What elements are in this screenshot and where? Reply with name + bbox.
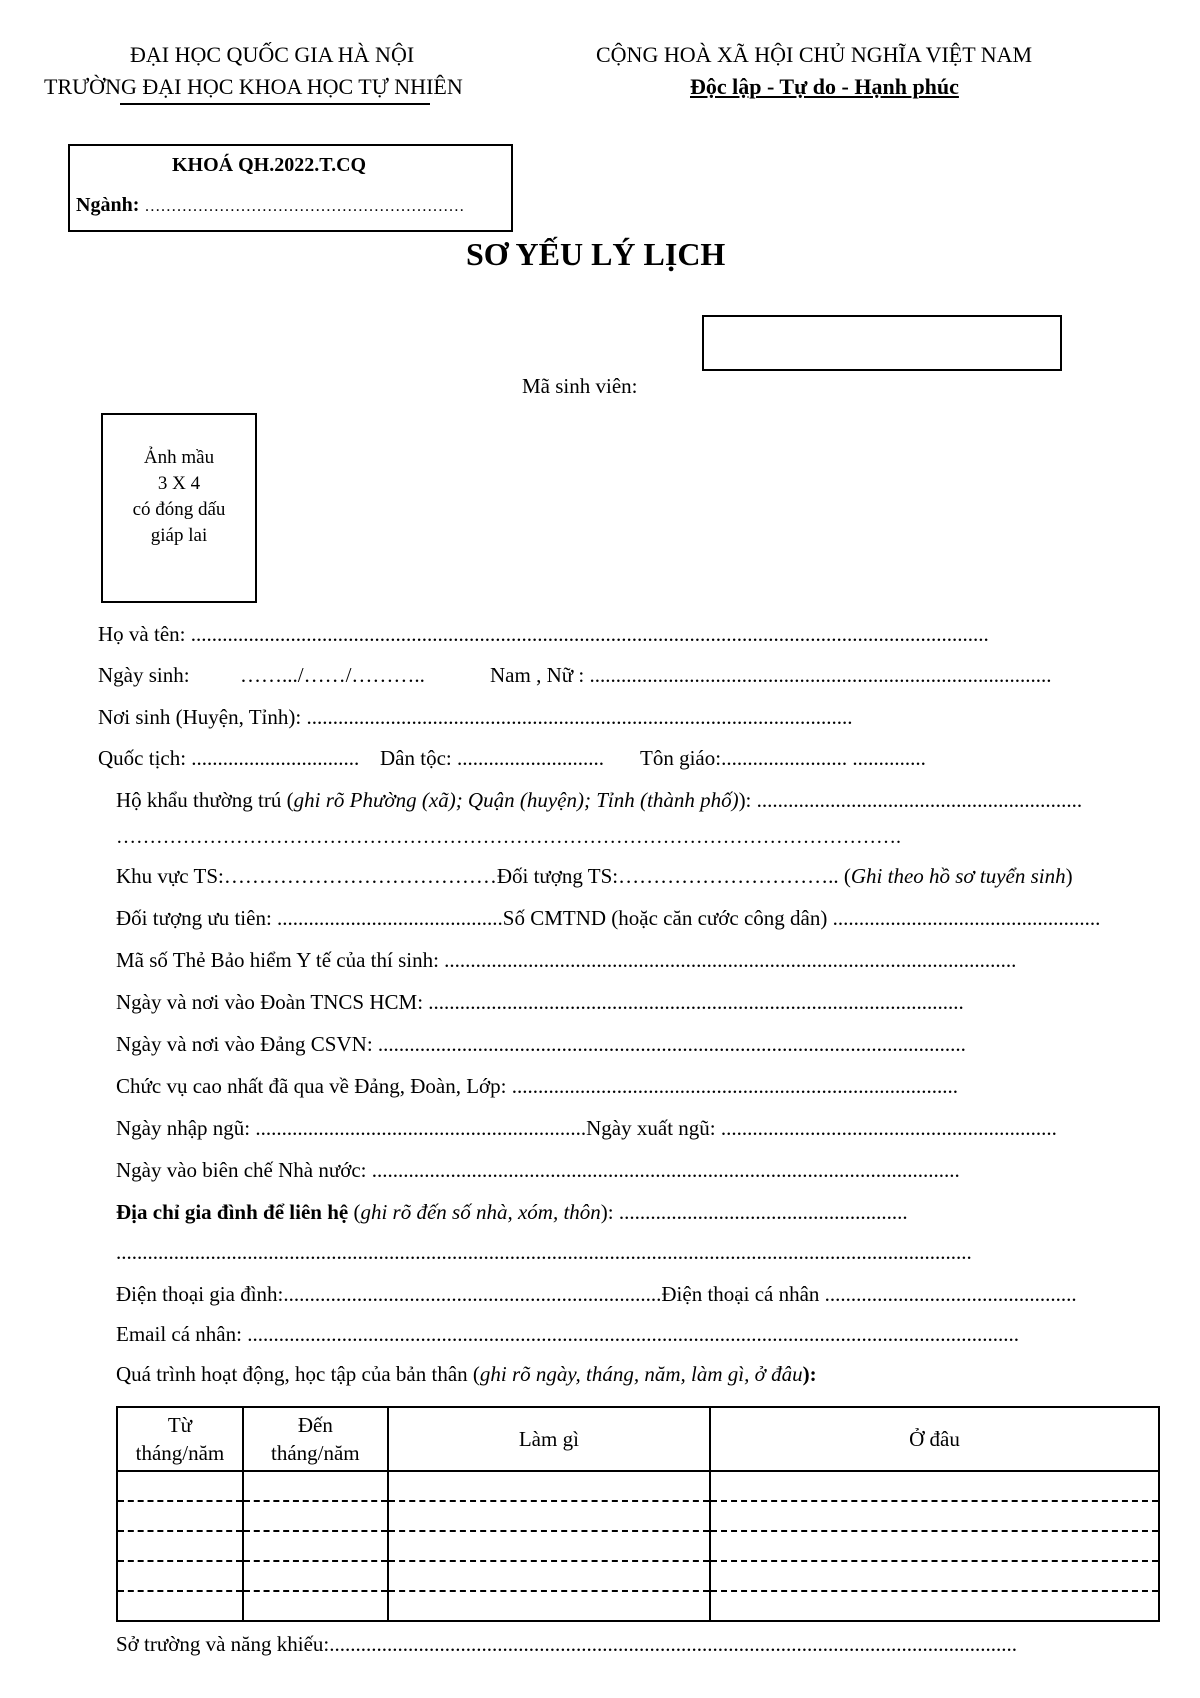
area-ts-text: Khu vực TS:…………………………………Đối tượng TS:………………………….. ( xyxy=(116,864,851,888)
birthplace-field: Nơi sinh (Huyện, Tỉnh): ........................................................................................................ xyxy=(98,705,853,729)
table-cell[interactable] xyxy=(388,1561,710,1591)
family-address-open: ( xyxy=(348,1200,361,1224)
table-cell[interactable] xyxy=(710,1591,1159,1621)
history-table xyxy=(116,1406,1160,1622)
insurance-field: Mã số Thẻ Bảo hiểm Y tế của thí sinh: ............................................................................................................. xyxy=(116,948,1017,972)
phones-field: Điện thoại gia đình:........................................................................Điện thoại cá nhân ................................................ xyxy=(116,1282,1077,1306)
table-cell[interactable] xyxy=(243,1531,388,1561)
area-ts-end: ) xyxy=(1065,864,1073,888)
page-title: SƠ YẾU LÝ LỊCH xyxy=(466,236,726,272)
religion-field: Tôn giáo:........................ .............. xyxy=(640,746,926,770)
country-motto: Độc lập - Tự do - Hạnh phúc xyxy=(690,74,959,99)
header-text: tháng/năm xyxy=(135,1441,225,1465)
table-cell[interactable] xyxy=(388,1471,710,1501)
faculty-underline xyxy=(120,103,430,105)
table-cell[interactable] xyxy=(710,1531,1159,1561)
major-field xyxy=(76,194,464,217)
major-dots: …………………………………………………… xyxy=(144,198,465,215)
youth-union-field: Ngày và nơi vào Đoàn TNCS HCM: ...................................................................................................... xyxy=(116,990,964,1014)
table-cell[interactable] xyxy=(388,1591,710,1621)
table-cell[interactable] xyxy=(117,1471,243,1501)
header-text: Đến xyxy=(297,1413,333,1437)
history-hint: ghi rõ ngày, tháng, năm, làm gì, ở đâu xyxy=(479,1362,803,1386)
table-cell[interactable] xyxy=(117,1561,243,1591)
header-text: tháng/năm xyxy=(271,1441,360,1465)
course-box xyxy=(68,144,513,232)
student-id-box xyxy=(702,315,1062,371)
major-label: Ngành: xyxy=(76,194,140,216)
military-field: Ngày nhập ngũ: ...............................................................Ngày xuất ngũ: ................................................................ xyxy=(116,1116,1057,1140)
col-header-activity xyxy=(388,1407,710,1471)
history-table-header xyxy=(117,1407,1159,1471)
email-field: Email cá nhân: ................................................................................................................................................... xyxy=(116,1322,1019,1346)
table-row xyxy=(117,1501,1159,1531)
university-name: ĐẠI HỌC QUỐC GIA HÀ NỘI xyxy=(130,42,415,67)
residence-dots: ): .............................................................. xyxy=(738,788,1083,812)
col-header-place xyxy=(710,1407,1159,1471)
course-code: KHOÁ QH.2022.T.CQ xyxy=(172,154,367,176)
photo-instructions xyxy=(103,445,255,549)
talents-field: Sở trường và năng khiếu:................................................................................................................................... xyxy=(116,1632,1017,1656)
gender-field: Nam , Nữ : ........................................................................................ xyxy=(490,663,1052,687)
header-text: Từ xyxy=(167,1413,193,1437)
family-address-dots: ): ....................................................... xyxy=(600,1200,908,1224)
table-cell[interactable] xyxy=(710,1471,1159,1501)
table-cell[interactable] xyxy=(117,1591,243,1621)
residence-hint: ghi rõ Phường (xã); Quận (huyện); Tỉnh (thành phố) xyxy=(293,788,739,812)
dob-label: Ngày sinh: xyxy=(98,663,190,687)
nationality-field: Quốc tịch: ................................ xyxy=(98,746,360,770)
history-suffix: ): xyxy=(802,1362,817,1386)
student-id-label: Mã sinh viên: xyxy=(522,374,638,398)
table-row xyxy=(117,1471,1159,1501)
table-cell[interactable] xyxy=(710,1561,1159,1591)
position-field: Chức vụ cao nhất đã qua về Đảng, Đoàn, Lớp: ..................................................................................... xyxy=(116,1074,958,1098)
party-field: Ngày và nơi vào Đảng CSVN: ................................................................................................................ xyxy=(116,1032,966,1056)
area-ts-field xyxy=(116,864,1073,889)
table-cell[interactable] xyxy=(117,1531,243,1561)
table-row xyxy=(117,1561,1159,1591)
full-name-field: Họ và tên: ........................................................................................................................................................ xyxy=(98,622,989,646)
history-prefix: Quá trình hoạt động, học tập của bản thân ( xyxy=(116,1362,480,1386)
history-heading xyxy=(116,1362,817,1387)
civil-service-field: Ngày vào biên chế Nhà nước: ................................................................................................................ xyxy=(116,1158,960,1182)
table-cell[interactable] xyxy=(243,1561,388,1591)
header-text: Ở đâu xyxy=(909,1427,960,1451)
photo-text-line: 3 X 4 xyxy=(157,473,201,494)
photo-box xyxy=(101,413,257,603)
table-row xyxy=(117,1531,1159,1561)
table-cell[interactable] xyxy=(388,1501,710,1531)
ethnicity-field: Dân tộc: ............................ xyxy=(380,746,604,770)
area-ts-hint: Ghi theo hồ sơ tuyển sinh xyxy=(850,864,1066,888)
table-cell[interactable] xyxy=(243,1501,388,1531)
residence-field xyxy=(116,788,1082,813)
priority-field: Đối tượng ưu tiên: ...........................................Số CMTND (hoặc căn cước công dân) ................................................... xyxy=(116,906,1101,930)
residence-prefix: Hộ khẩu thường trú ( xyxy=(116,788,294,812)
faculty-name: TRƯỜNG ĐẠI HỌC KHOA HỌC TỰ NHIÊN xyxy=(44,74,463,99)
table-row xyxy=(117,1591,1159,1621)
family-address-line2: ................................................................................................................................................................... xyxy=(116,1240,972,1264)
residence-line2: ………………………………………………………………………………………………………. xyxy=(116,826,901,848)
family-address-label: Địa chỉ gia đình để liên hệ xyxy=(116,1200,349,1224)
photo-text-line: Ảnh mầu xyxy=(143,447,215,468)
family-address-field xyxy=(116,1200,908,1225)
photo-text-line: giáp lai xyxy=(150,525,208,546)
photo-text-line: có đóng dấu xyxy=(132,499,226,520)
col-header-to xyxy=(243,1407,388,1471)
col-header-from xyxy=(117,1407,243,1471)
table-cell[interactable] xyxy=(117,1501,243,1531)
table-cell[interactable] xyxy=(243,1591,388,1621)
country-name: CỘNG HOÀ XÃ HỘI CHỦ NGHĨA VIỆT NAM xyxy=(596,42,1033,67)
family-address-hint: ghi rõ đến số nhà, xóm, thôn xyxy=(360,1200,601,1224)
dob-dots: …….../……/……….. xyxy=(240,663,425,687)
table-cell[interactable] xyxy=(710,1501,1159,1531)
table-cell[interactable] xyxy=(243,1471,388,1501)
header-text: Làm gì xyxy=(518,1427,579,1451)
table-cell[interactable] xyxy=(388,1531,710,1561)
